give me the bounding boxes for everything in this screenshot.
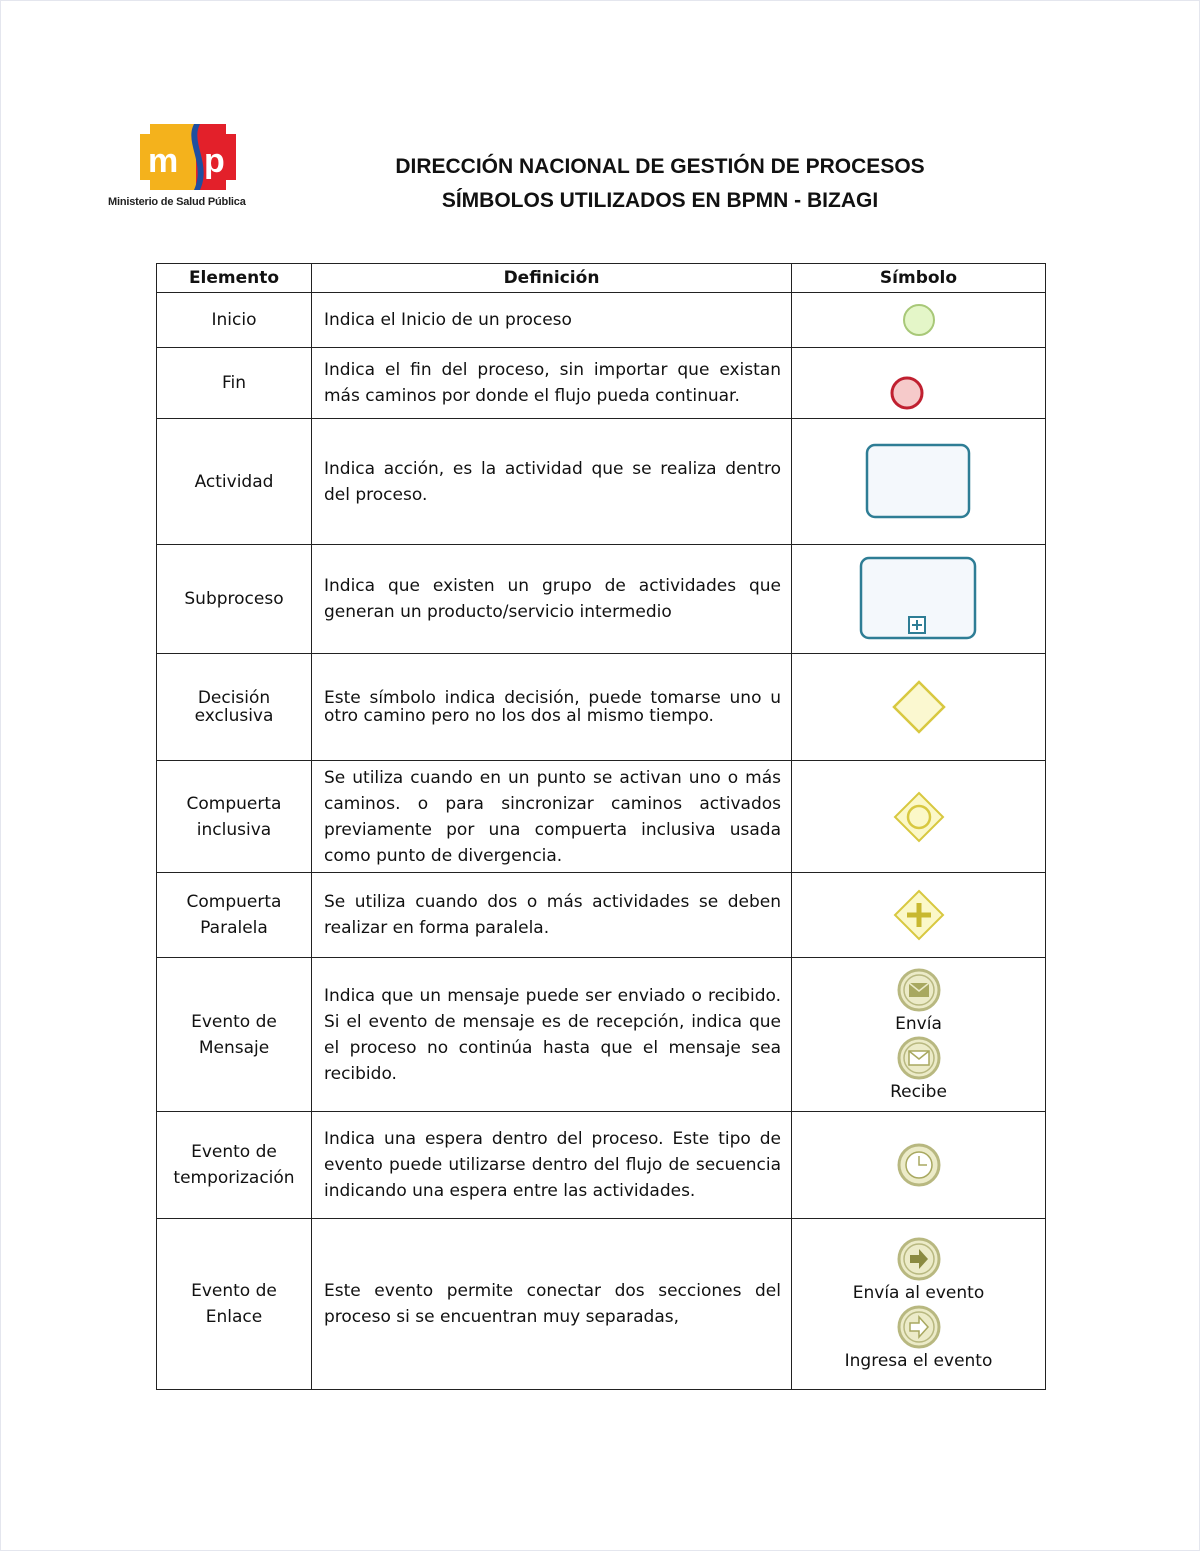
- document-subtitle: SÍMBOLOS UTILIZADOS EN BPMN - BIZAGI: [441, 189, 879, 212]
- element-cell: Compuerta Paralela: [157, 873, 312, 958]
- symbol-cell: [792, 419, 1046, 545]
- link-send-label: Envía al evento: [852, 1283, 985, 1303]
- link-receive-icon: [895, 1304, 943, 1350]
- task-icon: [864, 442, 974, 522]
- symbol-cell: [792, 1112, 1046, 1219]
- table-row: [157, 958, 1046, 1112]
- definition-cell: Indica el fin del proceso, sin importar que existan más caminos por donde el flujo pueda continuar.: [312, 348, 792, 419]
- element-cell: Evento de temporización: [157, 1112, 312, 1219]
- definition-cell: Indica el Inicio de un proceso: [312, 293, 792, 348]
- exclusive-gateway-icon: [891, 679, 947, 735]
- timer-event-icon: [895, 1142, 943, 1188]
- symbol-cell: [792, 545, 1046, 654]
- column-header: Elemento: [157, 264, 312, 293]
- message-receive-icon: [895, 1035, 943, 1081]
- link-receive-label: Ingresa el evento: [844, 1351, 993, 1371]
- table-row: [157, 419, 1046, 545]
- symbol-cell: [792, 873, 1046, 958]
- definition-cell: Indica que un mensaje puede ser enviado o recibido. Si el evento de mensaje es de recepción, indica que el proceso no continúa hasta que el mensaje sea recibido.: [312, 958, 792, 1112]
- definition-cell: Este evento permite conectar dos secciones del proceso si se encuentran muy separadas,: [312, 1219, 792, 1390]
- inclusive-gateway-icon: [893, 791, 945, 843]
- element-cell: Inicio: [157, 293, 312, 348]
- column-header: Definición: [312, 264, 792, 293]
- table-row: [157, 348, 1046, 419]
- parallel-gateway-icon: [893, 889, 945, 941]
- definition-cell: Se utiliza cuando dos o más actividades se deben realizar en forma paralela.: [312, 873, 792, 958]
- table-row: [157, 545, 1046, 654]
- definition-cell: Este símbolo indica decisión, puede tomarse uno u otro camino pero no los dos al mismo tiempo.: [312, 654, 792, 761]
- link-send-icon: [895, 1236, 943, 1282]
- msp-logo: [108, 118, 273, 213]
- msp-logo-icon: [108, 118, 273, 196]
- element-cell: Evento de Mensaje: [157, 958, 312, 1112]
- table-header-row: [157, 264, 1046, 293]
- document-title: DIRECCIÓN NACIONAL DE GESTIÓN DE PROCESOS: [395, 155, 925, 178]
- table-row: [157, 293, 1046, 348]
- subprocess-icon: [858, 555, 980, 643]
- symbol-cell: [792, 348, 1046, 419]
- symbol-cell: [792, 1219, 1046, 1390]
- element-cell: Fin: [157, 348, 312, 419]
- start-event-icon: [899, 300, 939, 340]
- table-row: [157, 1112, 1046, 1219]
- element-cell: Actividad: [157, 419, 312, 545]
- message-receive-label: Recibe: [890, 1081, 947, 1102]
- element-cell: Decisión exclusiva: [157, 654, 312, 761]
- table-row: [157, 1219, 1046, 1390]
- symbol-cell: [792, 654, 1046, 761]
- element-cell: Compuerta inclusiva: [157, 761, 312, 873]
- definition-cell: Indica acción, es la actividad que se realiza dentro del proceso.: [312, 419, 792, 545]
- element-cell: Evento de Enlace: [157, 1219, 312, 1390]
- symbol-cell: [792, 958, 1046, 1112]
- message-send-icon: [895, 967, 943, 1013]
- table-row: [157, 761, 1046, 873]
- symbol-cell: [792, 761, 1046, 873]
- definition-cell: Indica que existen un grupo de actividades que generan un producto/servicio intermedio: [312, 545, 792, 654]
- column-header: Símbolo: [792, 264, 1046, 293]
- element-cell: Subproceso: [157, 545, 312, 654]
- table-row: [157, 873, 1046, 958]
- svg-text:p: p: [204, 142, 225, 180]
- definition-cell: Se utiliza cuando en un punto se activan uno o más caminos. o para sincronizar caminos activados previamente por una compuerta inclusiva usada como punto de divergencia.: [312, 761, 792, 873]
- symbols-table: [156, 263, 1046, 1390]
- definition-cell: Indica una espera dentro del proceso. Este tipo de evento puede utilizarse dentro del flujo de secuencia indicando una espera entre las actividades.: [312, 1112, 792, 1219]
- symbol-cell: [792, 293, 1046, 348]
- table-row: [157, 654, 1046, 761]
- logo-caption: Ministerio de Salud Pública: [108, 196, 246, 208]
- end-event-icon: [887, 373, 927, 413]
- svg-text:m: m: [148, 142, 179, 180]
- message-send-label: Envía: [895, 1013, 942, 1034]
